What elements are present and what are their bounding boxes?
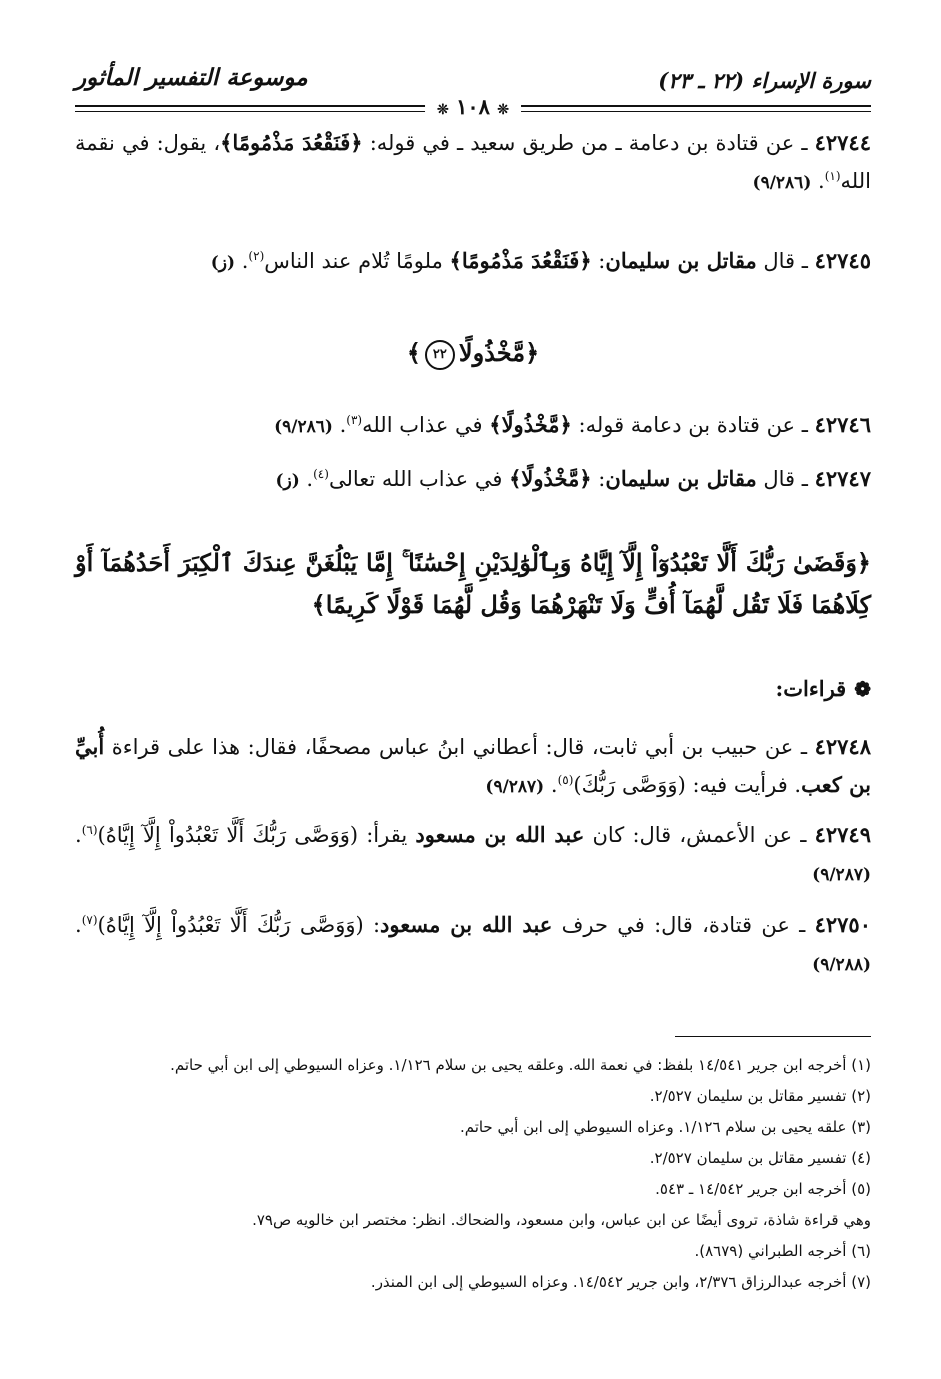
volume-reference: (٩/٢٨٦) (274, 417, 333, 437)
entry-number: ٤٢٧٤٨ (814, 734, 871, 759)
entry-text: . (332, 413, 347, 437)
volume-reference: (٩/٢٨٧) (485, 777, 545, 797)
entry-text: ـ قال (756, 249, 815, 273)
ayah-fragment-heading (75, 338, 871, 370)
footnote-item: (٦) أخرجه الطبراني (٨٦٧٩). (694, 1242, 871, 1260)
entry-text: . (299, 467, 314, 491)
quran-quote: ﴿فَنَقْعُدَ مَذْمُومًا﴾ (220, 130, 363, 155)
ornament-icon: ❊ (497, 102, 509, 118)
entry-text: : (وَوَصَّى رَبُّكَ أَلَّا تَعْبُدُواْ إِلَّآ إِيَّاهُ) (97, 913, 381, 937)
footnote-mark: (٣) (346, 413, 363, 427)
footnote-item: (٧) أخرجه عبدالرزاق ٢/٣٧٦، وابن جرير ١٤/٥٤٢. وعزاه السيوطي إلى ابن المنذر. (370, 1273, 871, 1291)
page (75, 60, 871, 1350)
footnote-mark: (٤) (313, 467, 329, 481)
entry-42747 (75, 460, 871, 500)
entry-text: ـ عن قتادة، قال: في حرف (552, 913, 815, 937)
ornament-icon: ❊ (437, 102, 449, 118)
entry-42745 (75, 242, 871, 282)
footnote-item: (٥) أخرجه ابن جرير ١٤/٥٤٢ ـ ٥٤٣. (655, 1180, 871, 1198)
entry-text: ـ قال (756, 467, 815, 491)
entry-text: ـ عن الأعمش، قال: كان (584, 823, 815, 847)
entry-text: . (811, 169, 825, 193)
quran-quote: ﴿فَنَقْعُدَ مَذْمُومًا﴾ (449, 248, 592, 273)
narrator-name: مقاتل بن سليمان (605, 248, 757, 273)
footnote-mark: (٥) (557, 773, 574, 787)
verse-23: ﴿وَقَضَىٰ رَبُّكَ أَلَّا تَعْبُدُوٓاْ إِلَّآ إِيَّاهُ وَبِٱلْوَٰلِدَيْنِ إِحْسَٰنًا ۚ إِمَّا يَبْلُغَنَّ عِندَكَ ٱلْكِبَرَ أَحَدُهُمَآ أَوْ كِلَاهُمَا فَلَا تَقُل لَّهُمَآ أُفٍّ وَلَا تَنْهَرْهُمَا وَقُل لَّهُمَا قَوْلًا كَرِيمًا﴾ (75, 548, 871, 619)
volume-reference: (٩/٢٨٧) (812, 865, 871, 885)
book-title: موسوعة التفسير المأثور (75, 64, 308, 91)
flower-icon: ❁ (854, 677, 871, 701)
entry-text: ، يقول: في نقمة الله (75, 131, 871, 193)
entry-number: ٤٢٧٤٩ (814, 822, 871, 847)
footnote-mark: (٢) (248, 249, 265, 263)
footnote-item: (١) أخرجه ابن جرير ١٤/٥٤١ بلفظ: في نعمة الله. وعلقه يحيى بن سلام ١/١٢٦. وعزاه السيوطي إلى ابن أبي حاتم. (170, 1056, 871, 1074)
entry-text: ـ عن قتادة بن دعامة قوله: (571, 413, 815, 437)
footnote-item: وهي قراءة شاذة، تروى أيضًا عن ابن عباس، وابن مسعود، والضحاك. انظر: مختصر ابن خالويه ص٧٩. (252, 1211, 871, 1229)
entry-text: في عذاب الله (362, 413, 490, 437)
entry-text: ـ عن حبيب بن أبي ثابت، قال: أعطاني ابنُ عباس مصحفًا، فقال: هذا على قراءة (104, 735, 815, 759)
entry-text: . (544, 773, 558, 797)
page-number-value: ١٠٨ (456, 94, 490, 119)
verse-number-icon: ٢٢ (425, 340, 455, 370)
quran-quote: ﴿مَّخْذُولًا﴾ (489, 412, 572, 437)
entry-text: يقرأ: (وَوَصَّى رَبُّكَ أَلَّا تَعْبُدُواْ إِلَّآ إِيَّاهُ) (97, 823, 416, 847)
entry-text: . (235, 249, 249, 273)
footnote-mark: (٧) (81, 913, 98, 927)
entry-42750 (75, 906, 871, 984)
footnote-item: (٤) تفسير مقاتل بن سليمان ٢/٥٢٧. (649, 1149, 871, 1167)
entry-42749 (75, 816, 871, 894)
entry-text: ـ عن قتادة بن دعامة ـ من طريق سعيد ـ في قوله: (362, 131, 815, 155)
entry-number: ٤٢٧٤٧ (814, 466, 871, 491)
entry-42746 (75, 406, 871, 446)
volume-reference: (٩/٢٨٦) (752, 173, 812, 193)
footnotes (75, 1050, 871, 1298)
quran-fragment: ﴿مَّخْذُولًا (458, 338, 540, 367)
footnote-item: (٣) علقه يحيى بن سلام ١/١٢٦. وعزاه السيوطي إلى ابن أبي حاتم. (459, 1118, 871, 1136)
footnote-separator (675, 1036, 871, 1037)
footnote-mark: (٦) (81, 823, 98, 837)
section-title-readings (776, 676, 871, 701)
volume-reference: (ز) (275, 471, 300, 491)
entry-text: : (591, 467, 606, 491)
entry-number: ٤٢٧٤٦ (814, 412, 871, 437)
entry-text: في عذاب الله تعالى (328, 467, 510, 491)
volume-reference: (ز) (210, 253, 236, 273)
entry-text: . (75, 913, 82, 937)
page-number (425, 94, 521, 119)
entry-42744 (75, 124, 871, 202)
quran-bracket: ﴾ (406, 338, 421, 367)
volume-reference: (٩/٢٨٨) (812, 955, 871, 975)
narrator-name: عبد الله بن مسعود (415, 822, 585, 847)
entry-text: ملومًا تُلام عند الناس (264, 249, 450, 273)
surah-title: سورة الإسراء (٢٢ ـ ٢٣) (658, 68, 871, 93)
entry-number: ٤٢٧٤٥ (814, 248, 871, 273)
entry-number: ٤٢٧٥٠ (814, 912, 871, 937)
entry-text: : (591, 249, 606, 273)
footnote-item: (٢) تفسير مقاتل بن سليمان ٢/٥٢٧. (649, 1087, 871, 1105)
quran-quote: ﴿مَّخْذُولًا﴾ (509, 466, 592, 491)
entry-number: ٤٢٧٤٤ (814, 130, 871, 155)
entry-text: . (75, 823, 82, 847)
narrator-name: أُبيِّ بن كعب (75, 734, 871, 797)
page-header (75, 60, 871, 120)
footnote-mark: (١) (824, 169, 841, 183)
narrator-name: مقاتل بن سليمان (605, 466, 757, 491)
entry-42748 (75, 728, 871, 806)
narrator-name: عبد الله بن مسعود (380, 912, 553, 937)
section-title-text: قراءات: (775, 676, 847, 701)
entry-text: . فرأيت فيه: (وَوَصَّى رَبُّكَ) (573, 773, 802, 797)
